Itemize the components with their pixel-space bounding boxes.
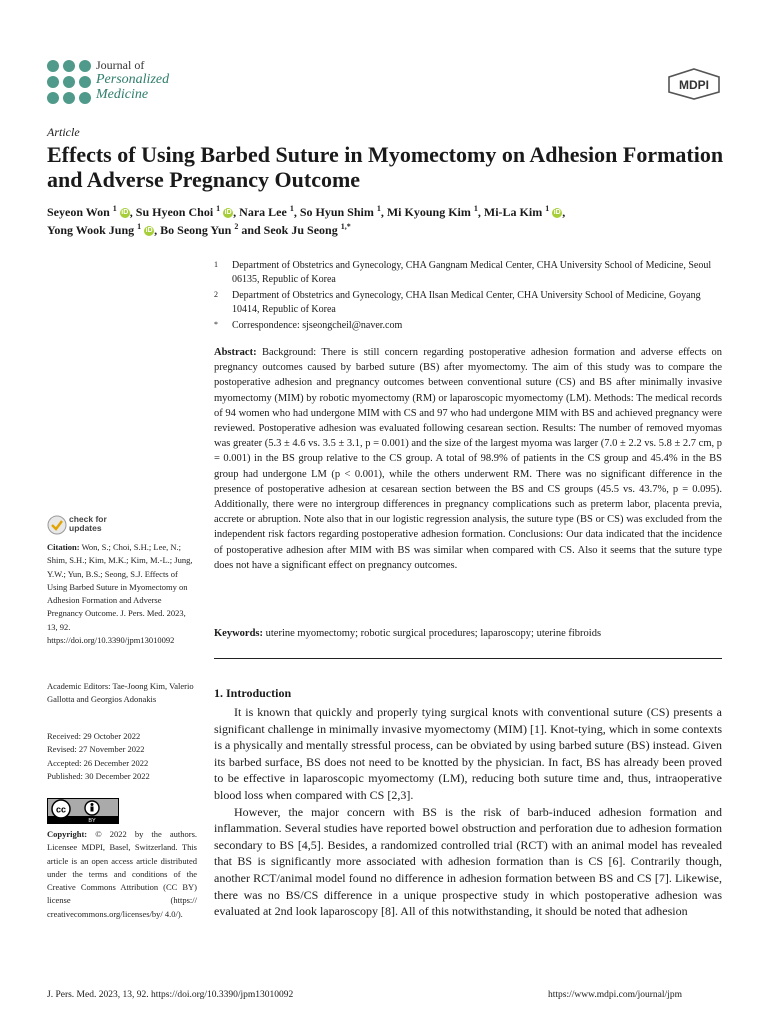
keywords: [214, 626, 722, 641]
date-accepted: Accepted: 26 December 2022: [47, 757, 149, 768]
author-name: Mi-La Kim: [483, 205, 546, 219]
author-affiliation-marker: 1: [376, 204, 381, 213]
date-revised: Revised: 27 November 2022: [47, 744, 145, 755]
keywords-label: Keywords:: [214, 628, 263, 639]
mdpi-logo-text: MDPI: [679, 78, 709, 92]
author-name: Su Hyeon Choi: [135, 205, 217, 219]
author-name: Seyeon Won: [47, 205, 113, 219]
author-name: Bo Seong Yun: [160, 223, 235, 237]
copyright-text: © 2022 by the authors. Licensee MDPI, Basel, Switzerland. This article is an open access article distributed under the terms and conditions of the Creative Commons Attribution (CC BY) license (https:// creativecommons.org/licenses/by/ 4.0/).: [47, 829, 197, 919]
academic-editors: Academic Editors: Tae-Joong Kim, Valerio Gallotta and Georgios Adonakis: [47, 681, 194, 705]
svg-text:cc: cc: [55, 804, 67, 815]
citation-label: Citation:: [47, 542, 80, 552]
author-affiliation-marker: 1,*: [340, 222, 351, 231]
author-affiliation-marker: 2: [234, 222, 239, 231]
orcid-icon[interactable]: iD: [145, 227, 153, 235]
author-line-2: Yong Wook Jung $^1$ iD , Bo Seong Yun $^2$ and Seok Ju Seong $^{1,*}$: [47, 222, 351, 237]
author-affiliation-marker: 1: [216, 204, 221, 213]
affiliation-text: Correspondence: sjseongcheil@naver.com: [232, 320, 403, 331]
journal-name-line3: Medicine: [96, 87, 149, 102]
footer-citation[interactable]: J. Pers. Med. 2023, 13, 92. https://doi.org/10.3390/jpm13010092: [47, 990, 294, 1000]
author-name: Seok Ju Seong: [263, 223, 341, 237]
keywords-text: uterine myomectomy; robotic surgical procedures; laparoscopy; uterine fibroids: [265, 628, 602, 639]
author-line-1: Seyeon Won $^1$ iD , Su Hyeon Choi $^1$ iD , Nara Lee $^1$, So Hyun Shim $^1$, Mi Kyoung Kim $^1$, Mi-La Kim $^1$ iD ,: [47, 204, 566, 219]
check-line-2: updates: [69, 523, 102, 533]
mdpi-logo-icon: [667, 68, 721, 100]
cc-badge-text: BY: [88, 818, 96, 824]
author-affiliation-marker: 1: [112, 204, 117, 213]
journal-name-line1: Journal of: [96, 58, 145, 72]
author-name: Mi Kyoung Kim: [386, 205, 474, 219]
affiliations: [214, 259, 724, 335]
author-affiliation-marker: 1: [137, 222, 142, 231]
date-published: Published: 30 December 2022: [47, 770, 150, 781]
affiliation-marker: 2: [214, 290, 218, 299]
affiliation-text: Department of Obstetrics and Gynecology, CHA Ilsan Medical Center, CHA University School of Medicine, Goyang 10414, Republic of Korea: [232, 290, 701, 315]
author-name: Yong Wook Jung: [47, 223, 138, 237]
author-name: Nara Lee: [239, 205, 290, 219]
author-list: [47, 203, 727, 239]
journal-logo-icon: [47, 60, 91, 104]
author-affiliation-marker: 1: [473, 204, 478, 213]
abstract: [214, 345, 722, 573]
affiliation-text: Department of Obstetrics and Gynecology, CHA Gangnam Medical Center, CHA University School of Medicine, Seoul 06135, Republic of Korea: [232, 260, 712, 285]
check-for-updates-label: [69, 515, 107, 533]
introduction-body: [214, 704, 722, 920]
introduction-paragraph: However, the major concern with BS is the risk of barb-induced adhesion formation and inflammation. Several studies have reported bowel obstruction and perforation due to adhesion formation secondary to BS [4,5]. Besides, a randomized controlled trial (RCT) with an animal model has revealed that BS is significantly more associated with adhesion formation than is CS [6]. Contrarily though, another RCT/animal model found no difference in adhesion formation between BS and CS [7]. Likewise, there was no BS/CS difference in a unique prospective study in which postoperative adhesion was evaluated at 2nd look laparoscopy [8]. All of this notwithstanding, it should be noted that adhesion: [214, 804, 722, 919]
date-received: Received: 29 October 2022: [47, 731, 141, 741]
abstract-text: Background: There is still concern regarding postoperative adhesion formation and adverse effects on pregnancy outcomes caused by barbed suture (BS) after myomectomy. The aim of this study was to compare the postoperative adhesion and pregnancy outcomes between conventional suture (CS) and BS after minimally invasive myomectomy (MIM) by robotic myomectomy (RM) or laparoscopic myomectomy (LM). Methods: The medical records of 94 women who had undergone MIM with CS and 97 who had undergone MIM with BS and achieved pregnancy were reviewed. Postoperative adhesion was evaluated following cesarean section. Results: The number of removed myomas was greater (5.3 ± 4.6 vs. 3.5 ± 3.1, p = 0.001) and the size of the largest myoma was larger (7.0 ± 2.2 vs. 5.8 ± 2.7 cm, p = 0.001) in the BS group relative to the CS group. A total of 98.9% of patients in the CS group and 45.4% in the BS group had undergone LM (p < 0.001), while the others underwent RM. There was no significant difference in the presence of postoperative adhesion at cesarean section between the BS and CS groups (45.5 vs. 43.7%, p = 0.095). Additionally, there were no intergroup differences in pregnancy complications such as preterm labor, placenta previa, accrete or abruption. Note also that in our logistic regression analysis, the suture type (BS or CS) was excluded from the independent risk factors regarding postoperative adhesion formation. Conclusions: Our data indicated that the incidence of postoperative adhesion after MIM with BS was similar when compared with CS. Also it seems that the suture type does not have a significant effect on pregnancy outcomes.: [214, 347, 722, 571]
author-affiliation-marker: 1: [289, 204, 294, 213]
introduction-heading: 1. Introduction: [214, 686, 292, 700]
affiliation-item: [214, 319, 724, 333]
author-name: So Hyun Shim: [299, 205, 377, 219]
cc-by-license-icon[interactable]: [47, 798, 119, 824]
orcid-icon[interactable]: iD: [224, 209, 232, 217]
journal-name: [96, 58, 169, 102]
copyright-label: Copyright:: [47, 829, 88, 839]
author-affiliation-marker: 1: [545, 204, 550, 213]
introduction-paragraph: It is known that quickly and properly tying surgical knots with conventional suture (CS) presents a significant challenge in minimally invasive myomectomy (MIM) [1]. Knot-tying, which in some contexts is a physically and mentally stressful process, can be obviated by using barbed suture (BS) instead. Given its barbed surface, BS does not need to be knotted by the physician. In fact, BS has already been proved to be effective in laparoscopic myomectomy (LM), reducing both suture time and, thus, intraoperative blood loss when compared with CS [2,3].: [214, 705, 722, 802]
orcid-icon[interactable]: iD: [553, 209, 561, 217]
footer-journal-url[interactable]: https://www.mdpi.com/journal/jpm: [548, 990, 682, 1000]
affiliation-item: [214, 289, 724, 317]
check-line-1: check for: [69, 514, 107, 524]
affiliation-item: [214, 259, 724, 287]
copyright-notice: [47, 828, 197, 921]
check-for-updates-badge[interactable]: [47, 515, 127, 537]
article-type: Article: [47, 125, 80, 139]
journal-name-line2: Personalized: [96, 72, 170, 87]
affiliation-marker: *: [214, 320, 218, 329]
paper-title: Effects of Using Barbed Suture in Myomectomy on Adhesion Formation and Adverse Pregnancy Outcome: [47, 142, 724, 192]
affiliation-marker: 1: [214, 260, 218, 269]
section-divider: [214, 658, 722, 659]
orcid-icon[interactable]: iD: [121, 209, 129, 217]
citation-text: Won, S.; Choi, S.H.; Lee, N.; Shim, S.H.; Kim, M.K.; Kim, M.-L.; Jung, Y.W.; Yun, B.S.; Seong, S.J. Effects of Using Barbed Suture in Myomectomy on Adhesion Formation and Adverse Pregnancy Outcome. J. Pers. Med. 2023, 13, 92. https://doi.org/10.3390/jpm13010092: [47, 542, 193, 646]
citation-block: [47, 541, 197, 647]
publication-dates: [47, 730, 197, 783]
abstract-label: Abstract:: [214, 347, 257, 358]
check-for-updates-icon: [47, 515, 67, 535]
